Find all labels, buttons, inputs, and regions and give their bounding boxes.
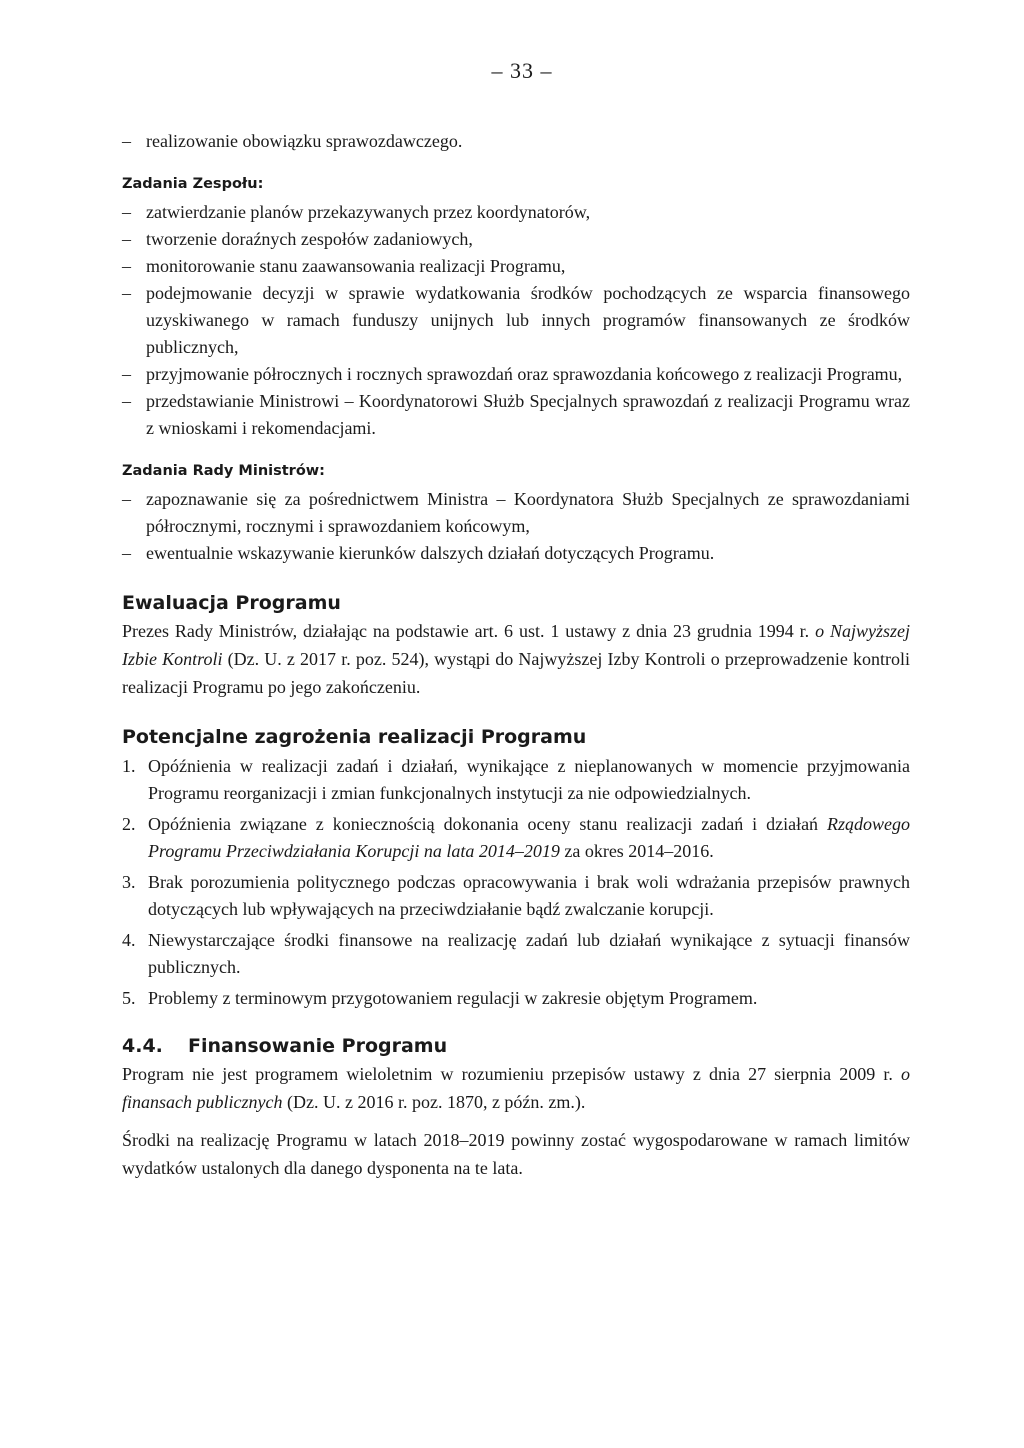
zespol-list: [122, 199, 910, 442]
rada-list: [122, 486, 910, 567]
list-item: – tworzenie doraźnych zespołów zadaniowych,: [122, 226, 910, 253]
zespol-label: Zadania Zespołu:: [122, 176, 264, 192]
list-item: – przyjmowanie półrocznych i rocznych sprawozdań oraz sprawozdania końcowego z realizacji Programu,: [122, 361, 910, 388]
list-item: 4. Niewystarczające środki finansowe na realizację zadań lub działań wynikające z sytuacji finansów publicznych.: [122, 930, 910, 977]
ewaluacja-paragraph: Prezes Rady Ministrów, działając na podstawie art. 6 ust. 1 ustawy z dnia 23 grudnia 1994 r. o Najwyższej Izbie Kontroli (Dz. U. z 2017 r. poz. 524), wystąpi do Najwyższej Izby Kontroli o przeprowadzenie kontroli realizacji Programu po jego zakończeniu.: [122, 621, 910, 697]
list-item: – podejmowanie decyzji w sprawie wydatkowania środków pochodzących ze wsparcia finansowego uzyskiwanego w ramach funduszy unijnych lub innych programów finansowanych ze środków publicznych,: [122, 280, 910, 361]
finansowanie-paragraph-2: Środki na realizację Programu w latach 2018–2019 powinny zostać wygospodarowane w ramach limitów wydatków ustalonych dla danego dysponenta na te lata.: [122, 1130, 910, 1178]
list-item: 1. Opóźnienia w realizacji zadań i działań, wynikające z nieplanowanych w momencie przyjmowania Programu reorganizacji i zmian funkcjonalnych instytucji za nie odpowiedzialnych.: [122, 756, 910, 803]
finansowanie-paragraph-1: Program nie jest programem wieloletnim w rozumieniu przepisów ustawy z dnia 27 sierpnia 2009 r. o finansach publicznych (Dz. U. z 2016 r. poz. 1870, z późn. zm.).: [122, 1064, 910, 1112]
list-item: – przedstawianie Ministrowi – Koordynatorowi Służb Specjalnych sprawozdań z realizacji Programu wraz z wnioskami i rekomendacjami.: [122, 388, 910, 442]
zagrozenia-heading: Potencjalne zagrożenia realizacji Programu: [122, 726, 587, 748]
list-item: – zapoznawanie się za pośrednictwem Ministra – Koordynatora Służb Specjalnych ze sprawozdaniami półrocznymi, rocznymi i sprawozdaniem końcowym,: [122, 486, 910, 540]
list-item: 2. Opóźnienia związane z koniecznością dokonania oceny stanu realizacji zadań i działań Rządowego Programu Przeciwdziałania Korupcji na lata 2014–2019 za okres 2014–2016.: [122, 814, 910, 861]
document-body: [122, 128, 910, 1182]
finansowanie-heading: 4.4. Finansowanie Programu: [122, 1035, 448, 1057]
intro-list: [122, 128, 910, 155]
list-item: 3. Brak porozumienia politycznego podczas opracowywania i brak woli wdrażania przepisów prawnych dotyczących lub wpływających na przeciwdziałanie bądź zwalczanie korupcji.: [122, 872, 910, 919]
ewaluacja-heading: Ewaluacja Programu: [122, 592, 341, 614]
zagrozenia-list: [122, 753, 910, 1012]
list-item: – ewentualnie wskazywanie kierunków dalszych działań dotyczących Programu.: [122, 540, 910, 567]
list-item: 5. Problemy z terminowym przygotowaniem regulacji w zakresie objętym Programem.: [122, 988, 758, 1008]
page-number: – 33 –: [491, 58, 553, 83]
list-item: – realizowanie obowiązku sprawozdawczego.: [122, 128, 910, 155]
list-item: – zatwierdzanie planów przekazywanych przez koordynatorów,: [122, 199, 910, 226]
list-item: – monitorowanie stanu zaawansowania realizacji Programu,: [122, 253, 910, 280]
rada-label: Zadania Rady Ministrów:: [122, 463, 325, 479]
